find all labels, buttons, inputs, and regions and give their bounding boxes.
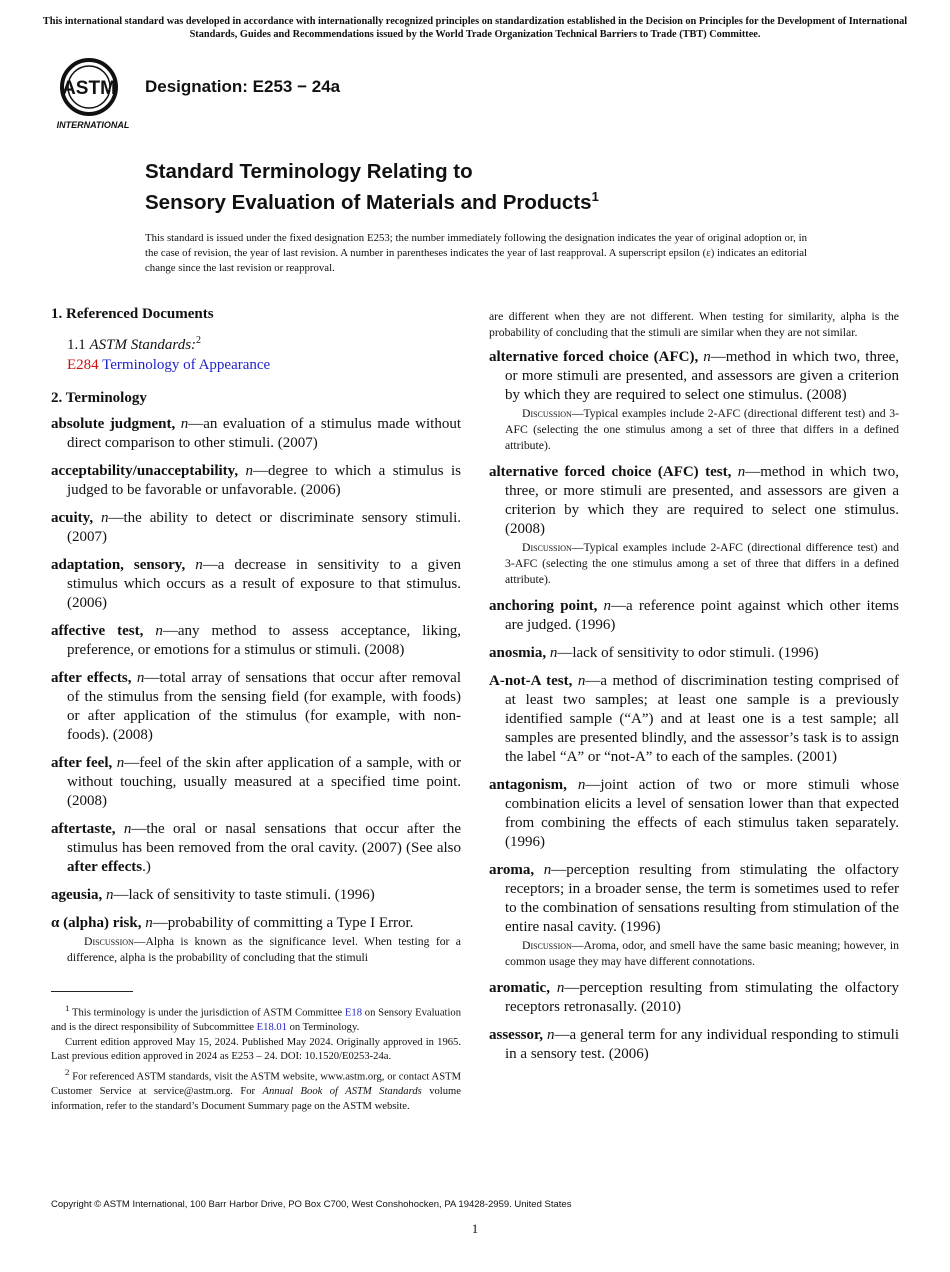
astm-standards-subhead: 1.1 ASTM Standards:$^2$ [67,335,202,353]
term-entry: after effects, n—total array of sensations that occur after removal of the stimulus from the sensing field (for example, with foods) or after application of the stimulus (for example, with non-foods). (2008) [51,670,462,743]
left-column [51,306,461,968]
wto-notice: This international standard was developed in accordance with internationally recognized principles on standardization established in the Decision on Principles for the Development of International Standards, Guides and Recommendations issued by the World Trade Organization Technical Barriers to Trade (TBT) Committee. [42,16,908,40]
term-entry-ageusia: ageusia, n—lack of sensitivity to taste stimuli. (1996) [51,887,375,903]
logo-brand-text: ASTM [62,78,116,99]
discussion-note: Discussion—Typical examples include 2-AFC (directional difference test) and 3-AFC (selecting the one stimulus among a set of three that differs in a defined attribute). [505,541,899,586]
discussion-note: Discussion—Aroma, odor, and smell have the same basic meaning; however, in common usage they may have different connotations. [505,939,899,968]
right-column [489,309,899,1073]
logo-international-text: INTERNATIONAL [56,120,130,130]
document-title [145,160,599,215]
footnotes [51,1001,461,1114]
section-1-heading: 1. Referenced Documents [51,306,214,322]
term-entry: anosmia, n—lack of sensitivity to odor stimuli. (1996) [489,645,819,661]
term-entry: acceptability/unacceptability, n—degree to which a stimulus is judged to be favorable or unfavorable. (2006) [51,463,461,498]
footnote-divider [51,991,133,992]
term-entry-aftertaste: aftertaste, n—the oral or nasal sensations that occur after the stimulus has been removed from the oral cavity. (2007) (See also after effects.) [51,821,462,875]
discussion-note: Discussion—Typical examples include 2-AFC (directional different test) and 3-AFC (selecting the one stimulus among a set of three that differs in a defined attribute). [505,407,899,452]
ref-title-link[interactable]: Terminology of Appearance [102,357,271,373]
term-entry: aromatic, n—perception resulting from stimulating the olfactory receptors retronasally. (2010) [489,980,899,1015]
term-entry: aroma, n—perception resulting from stimulating the olfactory receptors; in a broader sense, the term is sometimes used to refer to the combination of sensations resulting from stimulation of the entire nasal cavity. (1996) Discussion—Aroma, odor, and smell have the same basic meaning; however, in common usage they may have different connotations. [489,862,900,968]
page-number: 1 [471,1221,479,1236]
referenced-document[interactable] [51,355,461,375]
term-entry-alpha-risk: α (alpha) risk, n—probability of committing a Type I Error. [51,915,414,931]
footnote-1: $^1$ This terminology is under the jurisdiction of ASTM Committee E18 on Sensory Evaluation and is the direct responsibility of Subcommittee E18.01 on Terminology. [51,1003,461,1034]
discussion-continuation: are different when they are not different. When testing for similarity, alpha is the probability of concluding that the stimuli are similar when they are not similar. [489,310,899,339]
section-2-heading: 2. Terminology [51,390,147,406]
footnote-2: $^2$ For referenced ASTM standards, visit the ASTM website, www.astm.org, or contact ASTM Customer Service at service@astm.org. For Annual Book of ASTM Standards volume information, refer to the standard’s Document Summary page on the ASTM website. [51,1066,461,1112]
committee-link[interactable]: E18 [344,1007,362,1019]
designation: Designation: E253 − 24a [145,77,341,96]
term-entry: acuity, n—the ability to detect or discriminate sensory stimuli. (2007) [51,510,461,545]
title-footnote-ref[interactable]: 1 [591,188,599,204]
footnote-1-edition: Current edition approved May 15, 2024. Published May 2024. Originally approved in 1965. Last previous edition approved in 2024 as E253 – 24. DOI: 10.1520/E0253-24a. [51,1036,461,1063]
discussion-note: Discussion—Alpha is known as the significance level. When testing for a difference, alpha is the probability of concluding that the stimuli [67,935,461,964]
term-entry: alternative forced choice (AFC) test, n—method in which two, three, or more stimuli are presented, and assessors are given a criterion by which they are required to select one stimulus. (2008) Discussion—Typical examples include 2-AFC (directional difference test) and 3-AFC (selecting the one stimulus among a set of three that differs in a defined attribute). [489,464,900,586]
term-entry: antagonism, n—joint action of two or more stimuli whose combination elicits a level of sensation lower than that expected from combining the effects of each stimulus taken separately. (1996) [489,777,900,850]
ref-code-link[interactable]: E284 [67,357,99,373]
term-entry: after feel, n—feel of the skin after application of a sample, with or without touching, usually measured at a specified time point. (2008) [51,755,461,809]
term-entry: affective test, n—any method to assess acceptance, liking, preference, or emotions for a stimulus or stimuli. (2008) [51,623,461,658]
copyright-line: Copyright © ASTM International, 100 Barr Harbor Drive, PO Box C700, West Conshohocken, PA 19428-2959. United States [51,1199,572,1210]
term-entry: anchoring point, n—a reference point against which other items are judged. (1996) [489,598,900,633]
term-entry: absolute judgment, n—an evaluation of a stimulus made without direct comparison to other stimuli. (2007) [51,416,462,451]
title-line-1: Standard Terminology Relating to [145,160,473,183]
astm-logo [52,56,136,132]
subcommittee-link[interactable]: E18.01 [256,1022,287,1034]
term-entry: assessor, n—a general term for any individual responding to stimuli in a sensory test. (2006) [489,1027,900,1062]
issuance-statement: This standard is issued under the fixed designation E253; the number immediately following the designation indicates the year of original adoption or, in the case of revision, the year of last revision. A number in parentheses indicates the year of last reapproval. A superscript epsilon (ε) indicates an editorial change since the last revision or reapproval. [145,232,807,274]
title-line-2: Sensory Evaluation of Materials and Products$^1$ [145,188,599,214]
term-entry: adaptation, sensory, n—a decrease in sensitivity to a given stimulus which occurs as a result of exposure to that stimulus. (2006) [51,557,461,611]
term-entry: alternative forced choice (AFC), n—method in which two, three, or more stimuli are presented, and assessors are given a criterion by which they are required to select one stimulus. (2008) Discussion—Typical examples include 2-AFC (directional different test) and 3-AFC (selecting the one stimulus among a set of three that differs in a defined attribute). [489,349,900,452]
term-entry: A-not-A test, n—a method of discrimination testing comprised of at least two samples; at least one sample is a previously identified sample (“A”) and at least one is a test sample; all samples are presented blindly, and the assessor’s task is to assign the label “A” or “not-A” to each of the samples. (2001) [489,673,900,765]
footnote-2-ref[interactable]: 2 [196,335,202,346]
